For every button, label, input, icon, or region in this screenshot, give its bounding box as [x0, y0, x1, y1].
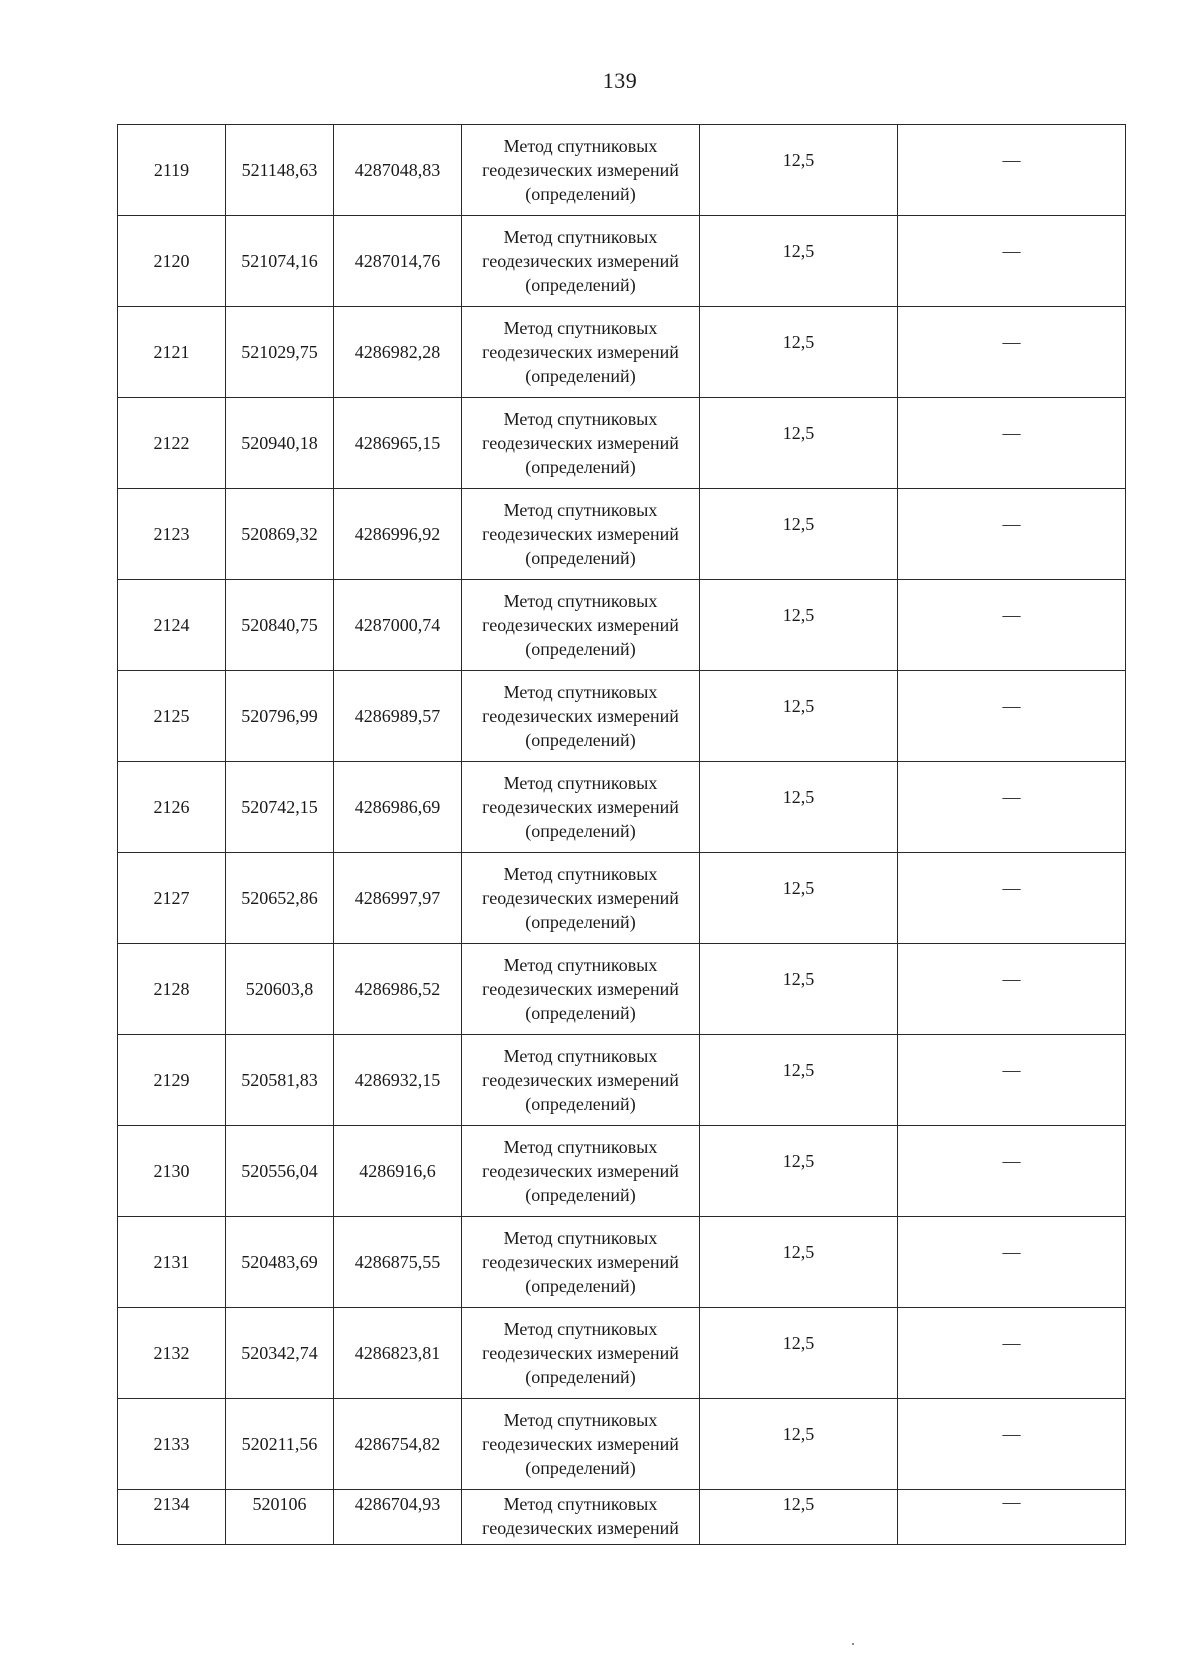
- note-cell: [898, 307, 1126, 398]
- method-cell: [462, 216, 700, 307]
- accuracy-cell-value: 12,5: [782, 1242, 815, 1262]
- x-coordinate-cell: [226, 762, 334, 853]
- x-coordinate-cell: [226, 307, 334, 398]
- note-cell-value: —: [1002, 1242, 1021, 1262]
- method-cell: [462, 1126, 700, 1217]
- method-cell: [462, 1217, 700, 1308]
- accuracy-cell-value: 12,5: [782, 241, 815, 261]
- point-number-cell: [118, 762, 226, 853]
- accuracy-cell-value: 12,5: [782, 332, 815, 352]
- y-coordinate-cell: [334, 853, 462, 944]
- table-row: [118, 1217, 1126, 1308]
- accuracy-cell-value: 12,5: [782, 605, 815, 625]
- method-text-line: геодезических измерений: [482, 1161, 679, 1181]
- y-coordinate-cell-value: 4286704,93: [354, 1494, 441, 1514]
- accuracy-cell-value: 12,5: [782, 1424, 815, 1444]
- method-text-line: геодезических измерений: [482, 433, 679, 453]
- note-cell: [898, 125, 1126, 216]
- y-coordinate-cell-value: 4287014,76: [354, 251, 441, 271]
- note-cell: [898, 1126, 1126, 1217]
- x-coordinate-cell: [226, 1126, 334, 1217]
- method-text-line: (определений): [525, 457, 636, 477]
- point-number-cell-value: 2121: [153, 342, 190, 362]
- note-cell-value: —: [1002, 150, 1021, 170]
- point-number-cell: [118, 398, 226, 489]
- method-text-line: Метод спутниковых: [503, 1046, 658, 1066]
- table-row: [118, 307, 1126, 398]
- method-text-line: геодезических измерений: [482, 979, 679, 999]
- accuracy-cell-value: 12,5: [782, 150, 815, 170]
- method-text-line: (определений): [525, 275, 636, 295]
- point-number-cell-value: 2122: [153, 433, 190, 453]
- accuracy-cell: [700, 853, 898, 944]
- method-text-line: геодезических измерений: [482, 615, 679, 635]
- accuracy-cell: [700, 1308, 898, 1399]
- method-text-line: Метод спутниковых: [503, 955, 658, 975]
- x-coordinate-cell: [226, 125, 334, 216]
- y-coordinate-cell-value: 4286754,82: [354, 1434, 441, 1454]
- note-cell: [898, 489, 1126, 580]
- table-row: [118, 398, 1126, 489]
- table-row: [118, 671, 1126, 762]
- accuracy-cell: [700, 1490, 898, 1545]
- x-coordinate-cell-value: 520840,75: [241, 615, 318, 635]
- note-cell-value: —: [1002, 878, 1021, 898]
- accuracy-cell: [700, 125, 898, 216]
- method-text-line: Метод спутниковых: [503, 227, 658, 247]
- method-text-line: Метод спутниковых: [503, 682, 658, 702]
- point-number-cell-value: 2125: [153, 706, 190, 726]
- note-cell-value: —: [1002, 241, 1021, 261]
- note-cell-value: —: [1002, 332, 1021, 352]
- point-number-cell-value: 2123: [153, 524, 190, 544]
- y-coordinate-cell: [334, 216, 462, 307]
- table-row: [118, 853, 1126, 944]
- y-coordinate-cell: [334, 671, 462, 762]
- accuracy-cell: [700, 580, 898, 671]
- coordinates-table: [117, 124, 1126, 1545]
- point-number-cell-value: 2130: [153, 1161, 190, 1181]
- x-coordinate-cell: [226, 944, 334, 1035]
- y-coordinate-cell: [334, 1126, 462, 1217]
- y-coordinate-cell: [334, 1490, 462, 1545]
- table-row: [118, 1490, 1126, 1545]
- accuracy-cell-value: 12,5: [782, 423, 815, 443]
- y-coordinate-cell: [334, 762, 462, 853]
- x-coordinate-cell-value: 520652,86: [241, 888, 318, 908]
- method-text-line: (определений): [525, 821, 636, 841]
- point-number-cell: [118, 489, 226, 580]
- page-number: 139: [602, 68, 638, 93]
- method-cell: [462, 125, 700, 216]
- accuracy-cell: [700, 671, 898, 762]
- point-number-cell-value: 2133: [153, 1434, 190, 1454]
- y-coordinate-cell-value: 4286989,57: [354, 706, 441, 726]
- method-text-line: (определений): [525, 366, 636, 386]
- method-text-line: (определений): [525, 548, 636, 568]
- y-coordinate-cell: [334, 1399, 462, 1490]
- table-row: [118, 580, 1126, 671]
- method-text-line: Метод спутниковых: [503, 773, 658, 793]
- y-coordinate-cell-value: 4286986,52: [354, 979, 441, 999]
- accuracy-cell: [700, 1126, 898, 1217]
- method-text-line: геодезических измерений: [482, 1343, 679, 1363]
- method-cell: [462, 762, 700, 853]
- point-number-cell-value: 2129: [153, 1070, 190, 1090]
- accuracy-cell-value: 12,5: [782, 1494, 815, 1514]
- note-cell: [898, 671, 1126, 762]
- y-coordinate-cell: [334, 944, 462, 1035]
- note-cell: [898, 1035, 1126, 1126]
- x-coordinate-cell: [226, 398, 334, 489]
- y-coordinate-cell: [334, 580, 462, 671]
- accuracy-cell-value: 12,5: [782, 514, 815, 534]
- method-cell: [462, 671, 700, 762]
- method-text-line: (определений): [525, 1185, 636, 1205]
- x-coordinate-cell: [226, 216, 334, 307]
- note-cell: [898, 398, 1126, 489]
- method-cell: [462, 489, 700, 580]
- method-text-line: (определений): [525, 1094, 636, 1114]
- point-number-cell: [118, 671, 226, 762]
- table-row: [118, 1399, 1126, 1490]
- note-cell-value: —: [1002, 696, 1021, 716]
- accuracy-cell: [700, 944, 898, 1035]
- method-text-line: геодезических измерений: [482, 524, 679, 544]
- method-text-line: (определений): [525, 1367, 636, 1387]
- point-number-cell: [118, 216, 226, 307]
- point-number-cell: [118, 1490, 226, 1545]
- point-number-cell-value: 2119: [153, 160, 190, 180]
- method-text-line: геодезических измерений: [482, 251, 679, 271]
- accuracy-cell-value: 12,5: [782, 696, 815, 716]
- note-cell: [898, 1399, 1126, 1490]
- method-text-line: геодезических измерений: [482, 1518, 679, 1538]
- x-coordinate-cell-value: 520211,56: [241, 1434, 318, 1454]
- note-cell-value: —: [1002, 423, 1021, 443]
- y-coordinate-cell: [334, 307, 462, 398]
- y-coordinate-cell-value: 4286916,6: [359, 1161, 436, 1181]
- method-cell: [462, 398, 700, 489]
- note-cell-value: —: [1002, 1151, 1021, 1171]
- y-coordinate-cell-value: 4287000,74: [354, 615, 441, 635]
- method-text-line: Метод спутниковых: [503, 1137, 658, 1157]
- x-coordinate-cell: [226, 1490, 334, 1545]
- note-cell-value: —: [1002, 514, 1021, 534]
- point-number-cell-value: 2128: [153, 979, 190, 999]
- accuracy-cell: [700, 762, 898, 853]
- accuracy-cell: [700, 1217, 898, 1308]
- table-row: [118, 944, 1126, 1035]
- accuracy-cell: [700, 489, 898, 580]
- x-coordinate-cell-value: 520106: [252, 1494, 307, 1514]
- table-row: [118, 489, 1126, 580]
- point-number-cell: [118, 580, 226, 671]
- method-text-line: геодезических измерений: [482, 888, 679, 908]
- method-cell: [462, 580, 700, 671]
- y-coordinate-cell-value: 4286932,15: [354, 1070, 441, 1090]
- table-row: [118, 762, 1126, 853]
- x-coordinate-cell-value: 520556,04: [241, 1161, 318, 1181]
- method-text-line: Метод спутниковых: [503, 136, 658, 156]
- y-coordinate-cell: [334, 125, 462, 216]
- method-cell: [462, 944, 700, 1035]
- note-cell-value: —: [1002, 1060, 1021, 1080]
- point-number-cell: [118, 1126, 226, 1217]
- method-cell: [462, 1399, 700, 1490]
- x-coordinate-cell: [226, 1035, 334, 1126]
- method-text-line: геодезических измерений: [482, 1252, 679, 1272]
- x-coordinate-cell-value: 521029,75: [241, 342, 318, 362]
- note-cell-value: —: [1002, 1424, 1021, 1444]
- x-coordinate-cell: [226, 1217, 334, 1308]
- accuracy-cell: [700, 216, 898, 307]
- table-row: [118, 1035, 1126, 1126]
- method-text-line: (определений): [525, 1276, 636, 1296]
- method-text-line: (определений): [525, 184, 636, 204]
- point-number-cell: [118, 1308, 226, 1399]
- y-coordinate-cell: [334, 489, 462, 580]
- x-coordinate-cell-value: 520796,99: [241, 706, 318, 726]
- table-row: [118, 216, 1126, 307]
- y-coordinate-cell-value: 4286986,69: [354, 797, 441, 817]
- note-cell-value: —: [1002, 969, 1021, 989]
- point-number-cell-value: 2120: [153, 251, 190, 271]
- point-number-cell-value: 2127: [153, 888, 190, 908]
- table-row: [118, 1126, 1126, 1217]
- y-coordinate-cell: [334, 1308, 462, 1399]
- coordinates-table-body: [118, 125, 1126, 1545]
- y-coordinate-cell: [334, 398, 462, 489]
- method-text-line: геодезических измерений: [482, 706, 679, 726]
- method-text-line: (определений): [525, 1458, 636, 1478]
- method-text-line: геодезических измерений: [482, 1434, 679, 1454]
- method-text-line: Метод спутниковых: [503, 864, 658, 884]
- table-row: [118, 1308, 1126, 1399]
- note-cell: [898, 762, 1126, 853]
- point-number-cell-value: 2126: [153, 797, 190, 817]
- accuracy-cell: [700, 398, 898, 489]
- note-cell: [898, 216, 1126, 307]
- point-number-cell: [118, 1035, 226, 1126]
- method-text-line: геодезических измерений: [482, 342, 679, 362]
- scan-speck: [852, 1643, 854, 1645]
- accuracy-cell: [700, 1035, 898, 1126]
- y-coordinate-cell-value: 4286965,15: [354, 433, 441, 453]
- accuracy-cell-value: 12,5: [782, 1060, 815, 1080]
- note-cell: [898, 1217, 1126, 1308]
- method-cell: [462, 1035, 700, 1126]
- x-coordinate-cell: [226, 1308, 334, 1399]
- method-text-line: (определений): [525, 730, 636, 750]
- note-cell: [898, 580, 1126, 671]
- point-number-cell-value: 2124: [153, 615, 190, 635]
- method-text-line: Метод спутниковых: [503, 591, 658, 611]
- table-row: [118, 125, 1126, 216]
- x-coordinate-cell-value: 521074,16: [241, 251, 318, 271]
- y-coordinate-cell-value: 4286997,97: [354, 888, 441, 908]
- x-coordinate-cell-value: 520483,69: [241, 1252, 318, 1272]
- method-cell: [462, 1308, 700, 1399]
- point-number-cell: [118, 125, 226, 216]
- method-text-line: (определений): [525, 1003, 636, 1023]
- note-cell: [898, 1308, 1126, 1399]
- note-cell-value: —: [1002, 605, 1021, 625]
- y-coordinate-cell-value: 4286823,81: [354, 1343, 441, 1363]
- x-coordinate-cell: [226, 580, 334, 671]
- accuracy-cell-value: 12,5: [782, 787, 815, 807]
- note-cell: [898, 853, 1126, 944]
- method-text-line: геодезических измерений: [482, 797, 679, 817]
- x-coordinate-cell: [226, 489, 334, 580]
- y-coordinate-cell: [334, 1035, 462, 1126]
- point-number-cell: [118, 1217, 226, 1308]
- method-text-line: Метод спутниковых: [503, 1494, 658, 1514]
- point-number-cell: [118, 944, 226, 1035]
- accuracy-cell-value: 12,5: [782, 1333, 815, 1353]
- point-number-cell-value: 2132: [153, 1343, 190, 1363]
- method-text-line: Метод спутниковых: [503, 1319, 658, 1339]
- y-coordinate-cell-value: 4286982,28: [354, 342, 441, 362]
- y-coordinate-cell-value: 4286875,55: [354, 1252, 441, 1272]
- x-coordinate-cell-value: 520603,8: [245, 979, 314, 999]
- note-cell-value: —: [1002, 1333, 1021, 1353]
- method-text-line: геодезических измерений: [482, 1070, 679, 1090]
- x-coordinate-cell: [226, 853, 334, 944]
- accuracy-cell: [700, 1399, 898, 1490]
- point-number-cell: [118, 1399, 226, 1490]
- x-coordinate-cell-value: 521148,63: [241, 160, 318, 180]
- x-coordinate-cell: [226, 1399, 334, 1490]
- method-text-line: Метод спутниковых: [503, 409, 658, 429]
- method-text-line: геодезических измерений: [482, 160, 679, 180]
- note-cell-value: —: [1002, 1492, 1021, 1512]
- x-coordinate-cell-value: 520742,15: [241, 797, 318, 817]
- point-number-cell: [118, 307, 226, 398]
- note-cell-value: —: [1002, 787, 1021, 807]
- x-coordinate-cell-value: 520869,32: [241, 524, 318, 544]
- method-text-line: Метод спутниковых: [503, 1228, 658, 1248]
- x-coordinate-cell-value: 520342,74: [241, 1343, 318, 1363]
- point-number-cell-value: 2134: [153, 1494, 190, 1514]
- method-text-line: (определений): [525, 639, 636, 659]
- accuracy-cell-value: 12,5: [782, 969, 815, 989]
- x-coordinate-cell-value: 520940,18: [241, 433, 318, 453]
- point-number-cell-value: 2131: [153, 1252, 190, 1272]
- method-text-line: Метод спутниковых: [503, 1410, 658, 1430]
- method-text-line: Метод спутниковых: [503, 500, 658, 520]
- y-coordinate-cell: [334, 1217, 462, 1308]
- y-coordinate-cell-value: 4286996,92: [354, 524, 441, 544]
- y-coordinate-cell-value: 4287048,83: [354, 160, 441, 180]
- method-cell: [462, 307, 700, 398]
- method-text-line: (определений): [525, 912, 636, 932]
- method-cell: [462, 1490, 700, 1545]
- x-coordinate-cell-value: 520581,83: [241, 1070, 318, 1090]
- point-number-cell: [118, 853, 226, 944]
- accuracy-cell-value: 12,5: [782, 878, 815, 898]
- method-text-line: Метод спутниковых: [503, 318, 658, 338]
- note-cell: [898, 1490, 1126, 1545]
- method-cell: [462, 853, 700, 944]
- accuracy-cell: [700, 307, 898, 398]
- note-cell: [898, 944, 1126, 1035]
- x-coordinate-cell: [226, 671, 334, 762]
- accuracy-cell-value: 12,5: [782, 1151, 815, 1171]
